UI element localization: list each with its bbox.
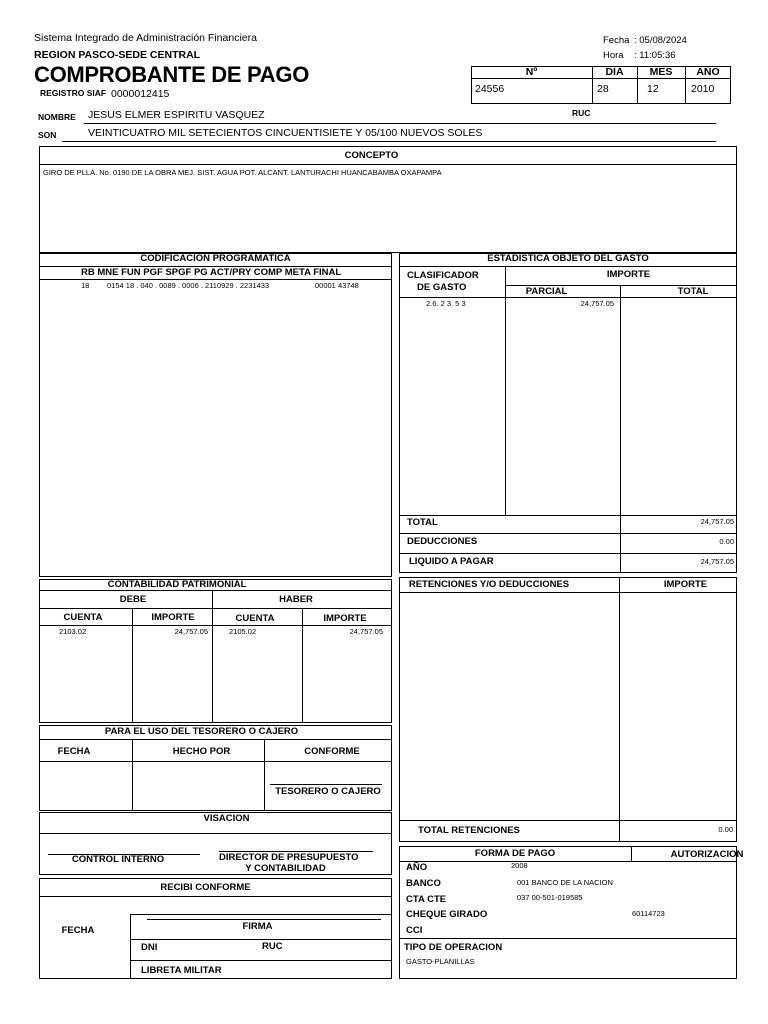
- haber-cuenta-value: 2105.02: [229, 627, 257, 636]
- haber-importe-value: 24,757.05: [349, 627, 383, 636]
- registro-siaf-label: REGISTRO SIAF: [40, 88, 107, 98]
- dia-value: 28: [597, 83, 609, 95]
- cta-cte-value: 037 00-501-019585: [517, 893, 583, 902]
- codificacion-header: RB MNE FUN PGF SPGF PG ACT/PRY COMP META FINAL: [81, 267, 342, 278]
- contabilidad-divider: [39, 590, 392, 591]
- nombre-label: NOMBRE: [38, 112, 76, 122]
- firma-sign-line: [147, 919, 381, 920]
- system-name: Sistema Integrado de Administración Financiera: [34, 32, 257, 44]
- codificacion-title: CODIFICACION PROGRAMATICA: [140, 253, 291, 264]
- conforme-label: CONFORME: [304, 746, 360, 757]
- recibi-divider: [130, 914, 392, 915]
- control-interno-label: CONTROL INTERNO: [71, 854, 165, 865]
- pago-ano-value: 2008: [511, 861, 528, 870]
- banco-label: BANCO: [406, 878, 441, 889]
- cheque-girado-label: CHEQUE GIRADO: [406, 909, 488, 920]
- contabilidad-divider: [132, 608, 133, 723]
- haber-cuenta-label: CUENTA: [235, 613, 275, 624]
- recibi-fecha-label: FECHA: [61, 925, 95, 936]
- clasificador-label: CLASIFICADOR: [407, 270, 479, 281]
- son-label: SON: [38, 130, 57, 140]
- estadistica-title: ESTADISTICA OBJETO DEL GASTO: [487, 253, 649, 264]
- parcial-value: 24,757.05: [580, 299, 614, 308]
- mes-label: MES: [649, 66, 673, 78]
- hecho-por-label: HECHO POR: [172, 746, 231, 757]
- registro-siaf-value: 0000012415: [111, 88, 170, 100]
- estadistica-divider: [399, 533, 737, 534]
- recibi-divider: [39, 896, 392, 897]
- tesorero-divider: [39, 739, 392, 740]
- codificacion-divider: [39, 279, 392, 280]
- tesorero-box: [39, 725, 392, 811]
- debe-cuenta-value: 2103.02: [59, 627, 87, 636]
- recibi-ruc-label: RUC: [262, 941, 283, 952]
- nombre-value: JESUS ELMER ESPIRITU VASQUEZ: [88, 109, 265, 121]
- total-retenciones-value: 0.00: [718, 825, 733, 834]
- concepto-box: [39, 146, 737, 253]
- nombre-underline: [84, 123, 716, 124]
- estadistica-divider: [399, 297, 737, 298]
- codificacion-meta: 00001 43748: [315, 281, 359, 290]
- codificacion-values: 0154 18 . 040 . 0089 . 0006 . 2110929 . 2231433: [107, 281, 270, 290]
- tesorero-divider: [39, 761, 392, 762]
- tesorero-fecha-label: FECHA: [57, 746, 91, 757]
- fecha-value: : 05/08/2024: [634, 35, 687, 46]
- debe-importe-value: 24,757.05: [174, 627, 208, 636]
- haber-importe-label: IMPORTE: [323, 613, 367, 624]
- forma-pago-divider: [399, 861, 737, 862]
- estadistica-divider: [620, 285, 621, 573]
- total-label: TOTAL: [677, 286, 709, 297]
- haber-label: HABER: [279, 594, 313, 605]
- visacion-divider: [39, 833, 392, 834]
- fecha-label: Fecha: [603, 35, 630, 46]
- deducciones-label: DEDUCCIONES: [407, 536, 478, 547]
- importe-label: IMPORTE: [606, 269, 651, 280]
- mes-value: 12: [647, 83, 659, 95]
- liquido-label: LIQUIDO A PAGAR: [409, 556, 494, 567]
- cci-label: CCI: [406, 925, 423, 936]
- cheque-girado-value: 60114723: [632, 909, 665, 918]
- concepto-divider: [39, 164, 737, 165]
- visacion-title: VISACION: [203, 813, 250, 824]
- forma-pago-divider: [399, 938, 737, 939]
- ruc-label: RUC: [572, 108, 591, 118]
- recibi-title: RECIBI CONFORME: [160, 882, 251, 893]
- retenciones-title: RETENCIONES Y/O DEDUCCIONES: [408, 579, 570, 590]
- tesorero-sign-line: [270, 784, 382, 785]
- clasificador-label-2: DE GASTO: [417, 282, 467, 293]
- tipo-operacion-value: GASTO-PLANILLAS: [406, 957, 475, 966]
- tesorero-title: PARA EL USO DEL TESORERO O CAJERO: [104, 726, 299, 737]
- retenciones-importe-label: IMPORTE: [663, 579, 708, 590]
- tesorero-sign-label: TESORERO O CAJERO: [275, 786, 381, 797]
- estadistica-divider: [399, 515, 737, 516]
- total-retenciones-label: TOTAL RETENCIONES: [418, 825, 520, 836]
- contabilidad-divider: [302, 608, 303, 723]
- firma-label: FIRMA: [242, 921, 273, 932]
- codificacion-rb: 18: [81, 281, 90, 290]
- document-title: COMPROBANTE DE PAGO: [34, 62, 310, 87]
- libreta-militar-label: LIBRETA MILITAR: [141, 965, 222, 976]
- contabilidad-divider: [39, 608, 392, 609]
- son-value: VEINTICUATRO MIL SETECIENTOS CINCUENTISIETE Y 05/100 NUEVOS SOLES: [88, 127, 483, 139]
- deducciones-value: 0.00: [719, 537, 734, 546]
- banco-value: 001 BANCO DE LA NACION: [517, 878, 613, 887]
- recibi-divider: [130, 960, 392, 961]
- contabilidad-divider: [212, 590, 213, 723]
- liquido-value: 24,757.05: [700, 557, 734, 566]
- contabilidad-title: CONTABILIDAD PATRIMONIAL: [107, 579, 247, 590]
- estadistica-divider: [399, 266, 737, 267]
- debe-cuenta-label: CUENTA: [63, 612, 103, 623]
- director-label-2: Y CONTABILIDAD: [245, 863, 326, 874]
- autorizacion-label: AUTORIZACION: [670, 849, 744, 860]
- recibi-divider: [130, 939, 392, 940]
- forma-pago-title: FORMA DE PAGO: [474, 848, 556, 859]
- estadistica-divider: [399, 553, 737, 554]
- debe-label: DEBE: [119, 594, 147, 605]
- dia-label: DIA: [605, 66, 624, 78]
- concepto-text: GIRO DE PLLA. No. 0190 DE LA OBRA MEJ. SIST. AGUA POT. ALCANT. LANTURACHI HUANCABAMBA OXAPAMPA: [43, 168, 442, 177]
- retenciones-divider: [619, 577, 620, 842]
- retenciones-divider: [399, 592, 737, 593]
- dni-label: DNI: [141, 942, 158, 953]
- son-underline: [62, 141, 716, 142]
- cta-cte-label: CTA CTE: [406, 894, 447, 905]
- region-name: REGION PASCO-SEDE CENTRAL: [34, 49, 201, 61]
- retenciones-divider: [399, 820, 737, 821]
- ano-label: AÑO: [696, 66, 720, 78]
- numbox-divider: [471, 78, 731, 79]
- concepto-label: CONCEPTO: [344, 150, 399, 161]
- codificacion-box: [39, 253, 392, 577]
- director-label: DIRECTOR DE PRESUPUESTO: [219, 852, 359, 863]
- row-total-value: 24,757.05: [700, 517, 734, 526]
- numero-value: 24556: [475, 83, 505, 95]
- hora-label: Hora: [603, 50, 624, 61]
- hora-value: : 11:05:36: [634, 50, 676, 61]
- pago-ano-label: AÑO: [406, 862, 428, 873]
- tipo-operacion-label: TIPO DE OPERACION: [404, 942, 503, 953]
- debe-importe-label: IMPORTE: [151, 612, 195, 623]
- retenciones-box: [399, 577, 737, 842]
- contabilidad-divider: [39, 625, 392, 626]
- numero-label: Nº: [525, 66, 538, 78]
- row-total-label: TOTAL: [407, 517, 438, 528]
- ano-value: 2010: [691, 83, 715, 95]
- parcial-label: PARCIAL: [525, 286, 568, 297]
- clasificador-value: 2.6. 2 3. 5 3: [426, 299, 466, 308]
